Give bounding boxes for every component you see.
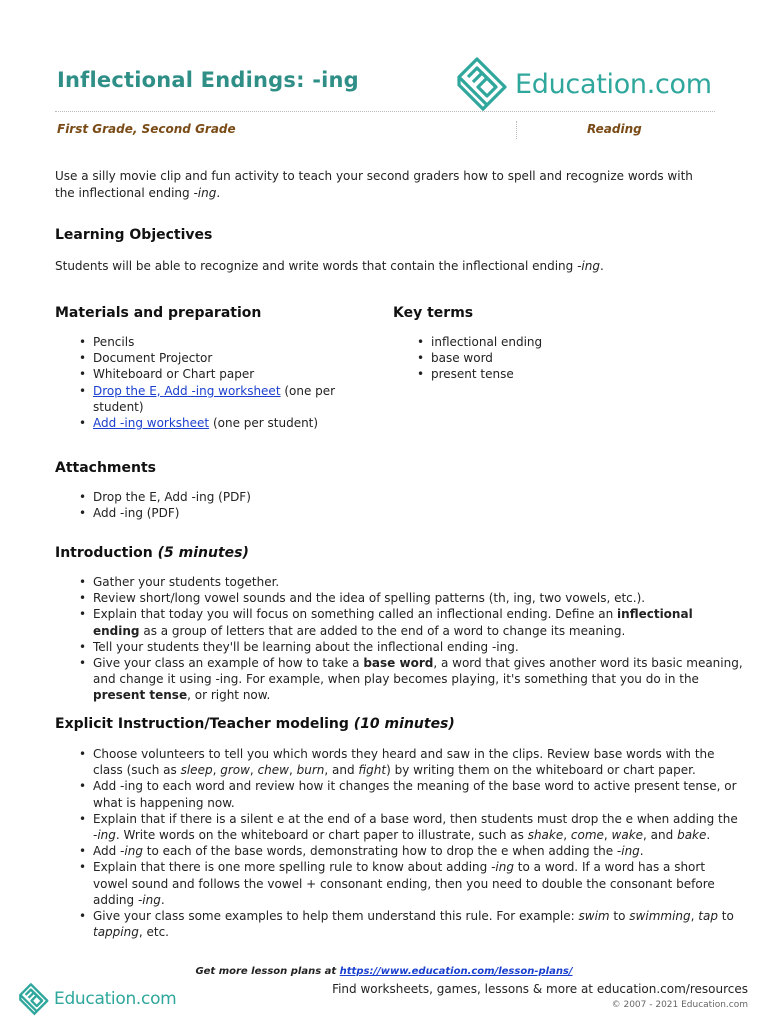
subject: Reading bbox=[587, 122, 642, 136]
list-item: • Whiteboard or Chart paper bbox=[93, 366, 378, 382]
list-item: • Document Projector bbox=[93, 350, 378, 366]
list-item: • inflectional ending bbox=[431, 334, 731, 350]
list-item: • Choose volunteers to tell you which words they heard and saw in the clips. Review base words with the class (such as sleep, grow, chew, burn, and fight) by writing them on the whiteboard or chart paper. bbox=[93, 746, 743, 778]
list-item: • Add -ing worksheet (one per student) bbox=[93, 415, 378, 431]
list-item: • Gather your students together. bbox=[93, 574, 743, 590]
list-item: • base word bbox=[431, 350, 731, 366]
materials-heading: Materials and preparation bbox=[55, 305, 262, 321]
page-title: Inflectional Endings: -ing bbox=[57, 68, 359, 92]
list-item: • Give your class an example of how to take a base word, a word that gives another word its basic meaning, and change it using -ing. For example, when play becomes playing, it's something that you do in the present tense, or right now. bbox=[93, 655, 743, 704]
resources-text: Find worksheets, games, lessons & more at education.com/resources bbox=[332, 982, 748, 996]
list-item: • Explain that today you will focus on something called an inflectional ending. Define an inflectional ending as a group of letters that are added to the end of a word to change its meaning. bbox=[93, 606, 743, 638]
attachments-heading: Attachments bbox=[55, 460, 157, 476]
list-item: • Add -ing to each word and review how it changes the meaning of the base word to active present tense, or what is happening now. bbox=[93, 778, 743, 810]
add-ing-worksheet-link[interactable]: Add -ing worksheet bbox=[93, 416, 210, 431]
attachments-list bbox=[55, 489, 693, 521]
footer-logo-text: Education.com bbox=[54, 989, 177, 1009]
list-item: • Tell your students they'll be learning about the inflectional ending -ing. bbox=[93, 639, 743, 655]
footer-logo[interactable] bbox=[18, 982, 176, 1016]
grade-levels: First Grade, Second Grade bbox=[57, 122, 236, 136]
list-item: • Review short/long vowel sounds and the idea of spelling patterns (th, ing, two vowels, etc.). bbox=[93, 590, 743, 606]
copyright: © 2007 - 2021 Education.com bbox=[611, 1000, 748, 1010]
explicit-instruction-heading: Explicit Instruction/Teacher modeling (10 minutes) bbox=[55, 716, 455, 732]
more-lesson-plans: Get more lesson plans at https://www.education.com/lesson-plans/ bbox=[195, 966, 573, 977]
list-item: • Explain that if there is a silent e at the end of a base word, then students must drop the e when adding the -ing. Write words on the whiteboard or chart paper to illustrate, such as shake, come, wake, and bake. bbox=[93, 811, 743, 843]
meta-divider bbox=[516, 121, 517, 139]
introduction-list bbox=[55, 574, 743, 704]
list-item: • Drop the E, Add -ing worksheet (one per student) bbox=[93, 383, 378, 415]
education-logo[interactable] bbox=[455, 54, 712, 114]
introduction-heading: Introduction (5 minutes) bbox=[55, 545, 249, 561]
list-item: • Give your class some examples to help them understand this rule. For example: swim to swimming, tap to tapping, etc. bbox=[93, 908, 743, 940]
lesson-plans-link[interactable]: https://www.education.com/lesson-plans/ bbox=[339, 966, 573, 977]
drop-the-e-worksheet-link[interactable]: Drop the E, Add -ing worksheet bbox=[93, 383, 281, 398]
list-item: • present tense bbox=[431, 366, 731, 382]
attachment-item[interactable]: • Add -ing (PDF) bbox=[93, 505, 693, 521]
list-item: • Explain that there is one more spelling rule to know about adding -ing to a word. If a word has a short vowel sound and follows the vowel + consonant ending, then you need to double the consonant before adding -ing. bbox=[93, 859, 743, 908]
list-item: • Pencils bbox=[93, 334, 378, 350]
objectives-text: Students will be able to recognize and write words that contain the inflectional ending -ing. bbox=[55, 259, 604, 273]
intro-paragraph: Use a silly movie clip and fun activity to teach your second graders how to spell and recognize words with the inflectional ending -ing. bbox=[55, 169, 693, 200]
header-divider bbox=[55, 111, 715, 112]
education-logo-icon bbox=[18, 982, 52, 1016]
key-terms-heading: Key terms bbox=[393, 305, 474, 321]
key-terms-list bbox=[393, 334, 731, 383]
education-logo-icon bbox=[455, 55, 513, 113]
attachment-item[interactable]: • Drop the E, Add -ing (PDF) bbox=[93, 489, 693, 505]
explicit-instruction-list bbox=[55, 746, 743, 940]
materials-list bbox=[55, 334, 378, 431]
education-logo-text: Education.com bbox=[515, 68, 712, 100]
list-item: • Add -ing to each of the base words, demonstrating how to drop the e when adding the -ing. bbox=[93, 843, 743, 859]
objectives-heading: Learning Objectives bbox=[55, 227, 213, 243]
